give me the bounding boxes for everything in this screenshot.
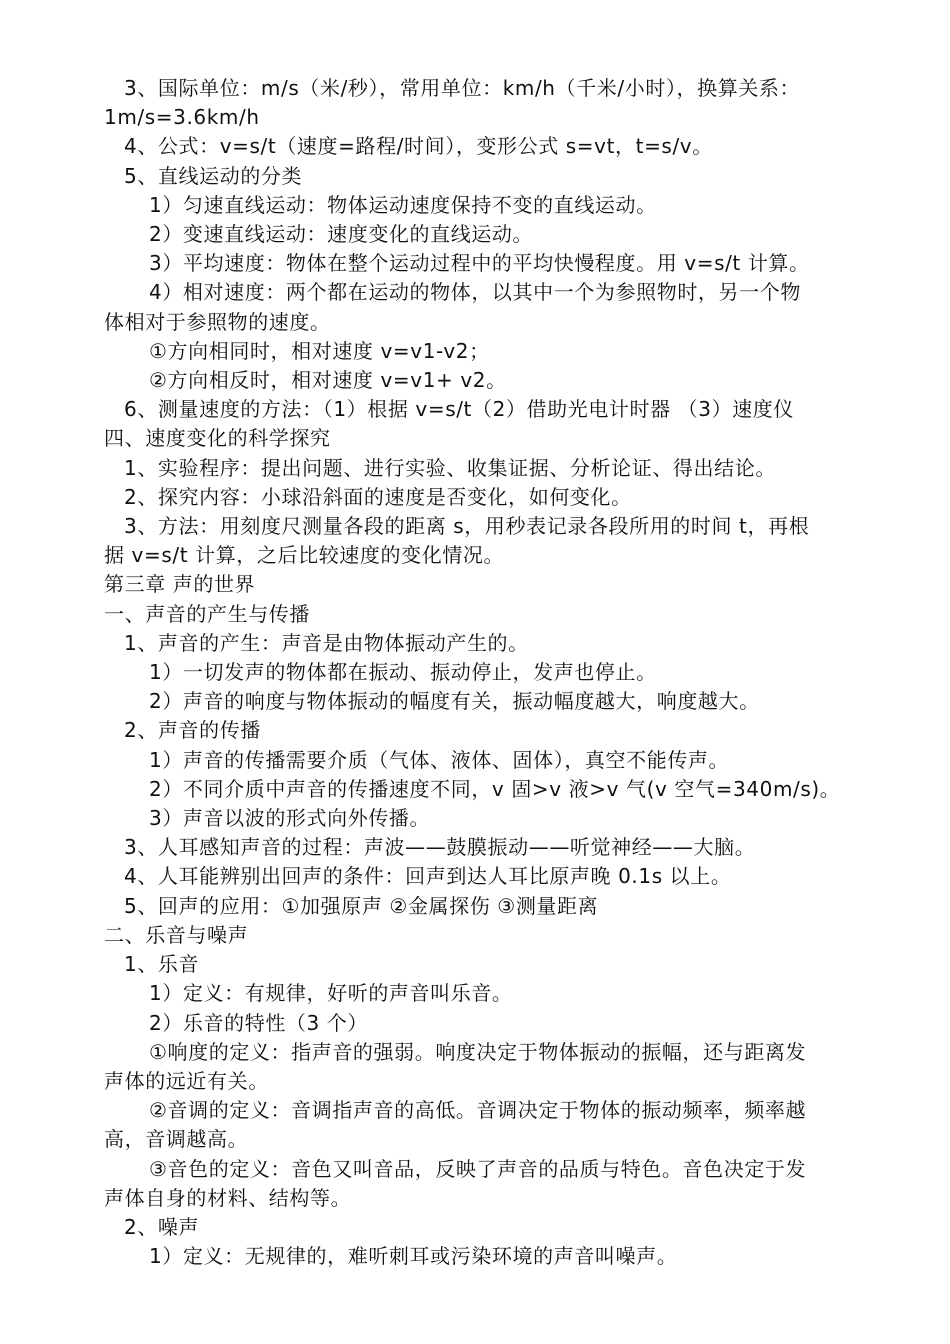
text-line: ①方向相同时，相对速度 v=v1-v2；	[149, 338, 490, 363]
text-line: 1、声音的产生：声音是由物体振动产生的。	[124, 630, 529, 655]
text-line: 1）一切发声的物体都在振动、振动停止，发声也停止。	[149, 660, 657, 685]
text-line: 5、直线运动的分类	[124, 163, 303, 188]
text-line: 二、乐音与噪声	[104, 922, 249, 947]
text-line: 高，音调越高。	[104, 1127, 249, 1152]
text-line: 1、实验程序：提出问题、进行实验、收集证据、分析论证、得出结论。	[124, 455, 776, 480]
text-line: 1、乐音	[124, 952, 200, 977]
text-line: 3、国际单位：m/s（米/秒），常用单位：km/h（千米/小时），换算关系：	[124, 76, 801, 100]
document-body	[104, 74, 870, 1271]
text-line: ③音色的定义：音色又叫音品，反映了声音的品质与特色。音色决定于发	[149, 1156, 807, 1181]
text-line: 1）声音的传播需要介质（气体、液体、固体），真空不能传声。	[149, 747, 730, 772]
text-line: ②方向相反时，相对速度 v=v1+ v2。	[149, 368, 507, 393]
text-line: 3）声音以波的形式向外传播。	[149, 806, 431, 831]
text-line: 2、探究内容：小球沿斜面的速度是否变化，如何变化。	[124, 484, 632, 509]
text-line: 2、噪声	[124, 1214, 200, 1239]
text-line: 5、回声的应用：①加强原声 ②金属探伤 ③测量距离	[124, 893, 599, 918]
text-line: 体相对于参照物的速度。	[104, 309, 331, 334]
text-line: 6、测量速度的方法：（1）根据 v=s/t（2）借助光电计时器 （3）速度仪	[124, 397, 795, 422]
text-line: 3、方法：用刻度尺测量各段的距离 s，用秒表记录各段所用的时间 t，再根	[124, 514, 810, 539]
text-line: 2、声音的传播	[124, 718, 261, 743]
text-line: 2）乐音的特性（3 个）	[149, 1010, 369, 1035]
text-line: 1）定义：有规律，好听的声音叫乐音。	[149, 981, 513, 1006]
text-line: ①响度的定义：指声音的强弱。响度决定于物体振动的振幅，还与距离发	[149, 1039, 807, 1064]
text-line: 4）相对速度：两个都在运动的物体，以其中一个为参照物时，另一个物	[149, 280, 801, 305]
text-line: 3）平均速度：物体在整个运动过程中的平均快慢程度。用 v=s/t 计算。	[149, 251, 810, 276]
text-line: 4、公式：v=s/t（速度=路程/时间），变形公式 s=vt，t=s/v。	[124, 134, 713, 159]
text-line: 1）匀速直线运动：物体运动速度保持不变的直线运动。	[149, 192, 657, 217]
text-line: 4、人耳能辨别出回声的条件：回声到达人耳比原声晚 0.1s 以上。	[124, 864, 732, 889]
text-line: 声体自身的材料、结构等。	[104, 1185, 352, 1210]
text-line: 据 v=s/t 计算，之后比较速度的变化情况。	[104, 543, 505, 568]
text-line: 2）不同介质中声音的传播速度不同，v 固>v 液>v 气(v 空气=340m/s)。	[149, 776, 841, 801]
text-line: 2）声音的响度与物体振动的幅度有关，振动幅度越大，响度越大。	[149, 689, 760, 714]
text-line: 第三章 声的世界	[104, 572, 256, 597]
text-line: 3、人耳感知声音的过程：声波——鼓膜振动——听觉神经——大脑。	[124, 835, 756, 860]
text-line: 1）定义：无规律的，难听刺耳或污染环境的声音叫噪声。	[149, 1244, 678, 1269]
text-line: 声体的远近有关。	[104, 1068, 269, 1093]
text-line: 四、速度变化的科学探究	[104, 426, 331, 451]
text-line: 1m/s=3.6km/h	[104, 105, 260, 130]
text-line: ②音调的定义：音调指声音的高低。音调决定于物体的振动频率，频率越	[149, 1098, 807, 1123]
text-line: 一、声音的产生与传播	[104, 601, 310, 626]
text-line: 2）变速直线运动：速度变化的直线运动。	[149, 222, 534, 247]
